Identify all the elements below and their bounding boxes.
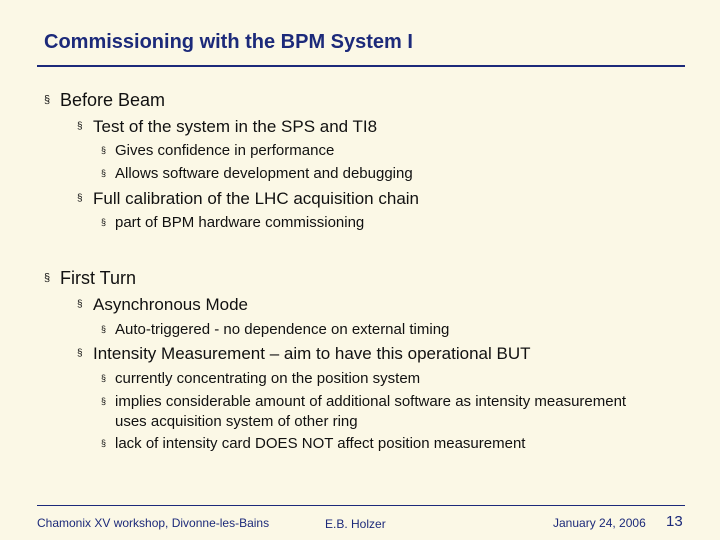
page-number: 13 bbox=[666, 513, 683, 530]
bullet-confidence bbox=[101, 142, 335, 159]
bullet-auto-triggered bbox=[101, 321, 450, 338]
bullet-text: lack of intensity card DOES NOT affect position measurement bbox=[115, 435, 526, 452]
bullet-first-turn bbox=[44, 268, 137, 288]
bullet-sps-ti8 bbox=[77, 117, 378, 136]
bullet-text: Allows software development and debugging bbox=[115, 165, 413, 182]
footer-date: January 24, 2006 bbox=[553, 516, 646, 530]
bullet-async-mode bbox=[77, 295, 248, 314]
bullet-icon: § bbox=[101, 168, 107, 178]
bullet-text: Intensity Measurement – aim to have this operational BUT bbox=[93, 344, 531, 363]
bullet-text: Asynchronous Mode bbox=[93, 295, 248, 314]
footer-venue: Chamonix XV workshop, Divonne-les-Bains bbox=[37, 516, 270, 530]
bullet-before-beam bbox=[44, 90, 166, 110]
bullet-position-system bbox=[101, 370, 421, 387]
bullet-icon: § bbox=[101, 438, 107, 448]
footer-author: E.B. Holzer bbox=[325, 517, 386, 531]
bullet-text: First Turn bbox=[60, 268, 137, 288]
bullet-text: Test of the system in the SPS and TI8 bbox=[93, 117, 378, 136]
bullet-text: Before Beam bbox=[60, 90, 166, 110]
bullet-icon: § bbox=[101, 217, 107, 227]
bullet-additional-software bbox=[101, 393, 627, 410]
bullet-text: implies considerable amount of additional software as intensity measurement bbox=[115, 393, 627, 410]
bullet-text: Full calibration of the LHC acquisition chain bbox=[93, 189, 420, 208]
bullet-icon: § bbox=[77, 193, 83, 204]
bullet-icon: § bbox=[44, 94, 51, 106]
bullet-icon: § bbox=[101, 145, 107, 155]
bullet-continuation bbox=[115, 414, 358, 429]
bullet-text: part of BPM hardware commissioning bbox=[115, 214, 365, 231]
slide-title: Commissioning with the BPM System I bbox=[44, 31, 413, 53]
bullet-text: currently concentrating on the position system bbox=[115, 370, 421, 387]
bullet-icon: § bbox=[77, 348, 83, 359]
bullet-hw-commissioning bbox=[101, 214, 365, 231]
bullet-icon: § bbox=[101, 373, 107, 383]
bullet-icon: § bbox=[101, 396, 107, 406]
footer-divider bbox=[37, 505, 685, 506]
bullet-software-dev bbox=[101, 165, 413, 182]
bullet-text: Gives confidence in performance bbox=[115, 142, 335, 159]
bullet-icon: § bbox=[101, 324, 107, 334]
bullet-icon: § bbox=[44, 272, 51, 284]
title-divider bbox=[37, 65, 685, 67]
bullet-icon: § bbox=[77, 121, 83, 132]
bullet-intensity-card bbox=[101, 435, 526, 452]
bullet-full-calibration bbox=[77, 189, 420, 208]
bullet-intensity-measurement bbox=[77, 344, 531, 363]
bullet-icon: § bbox=[77, 299, 83, 310]
bullet-text: uses acquisition system of other ring bbox=[115, 413, 358, 430]
bullet-text: Auto-triggered - no dependence on external timing bbox=[115, 321, 450, 338]
